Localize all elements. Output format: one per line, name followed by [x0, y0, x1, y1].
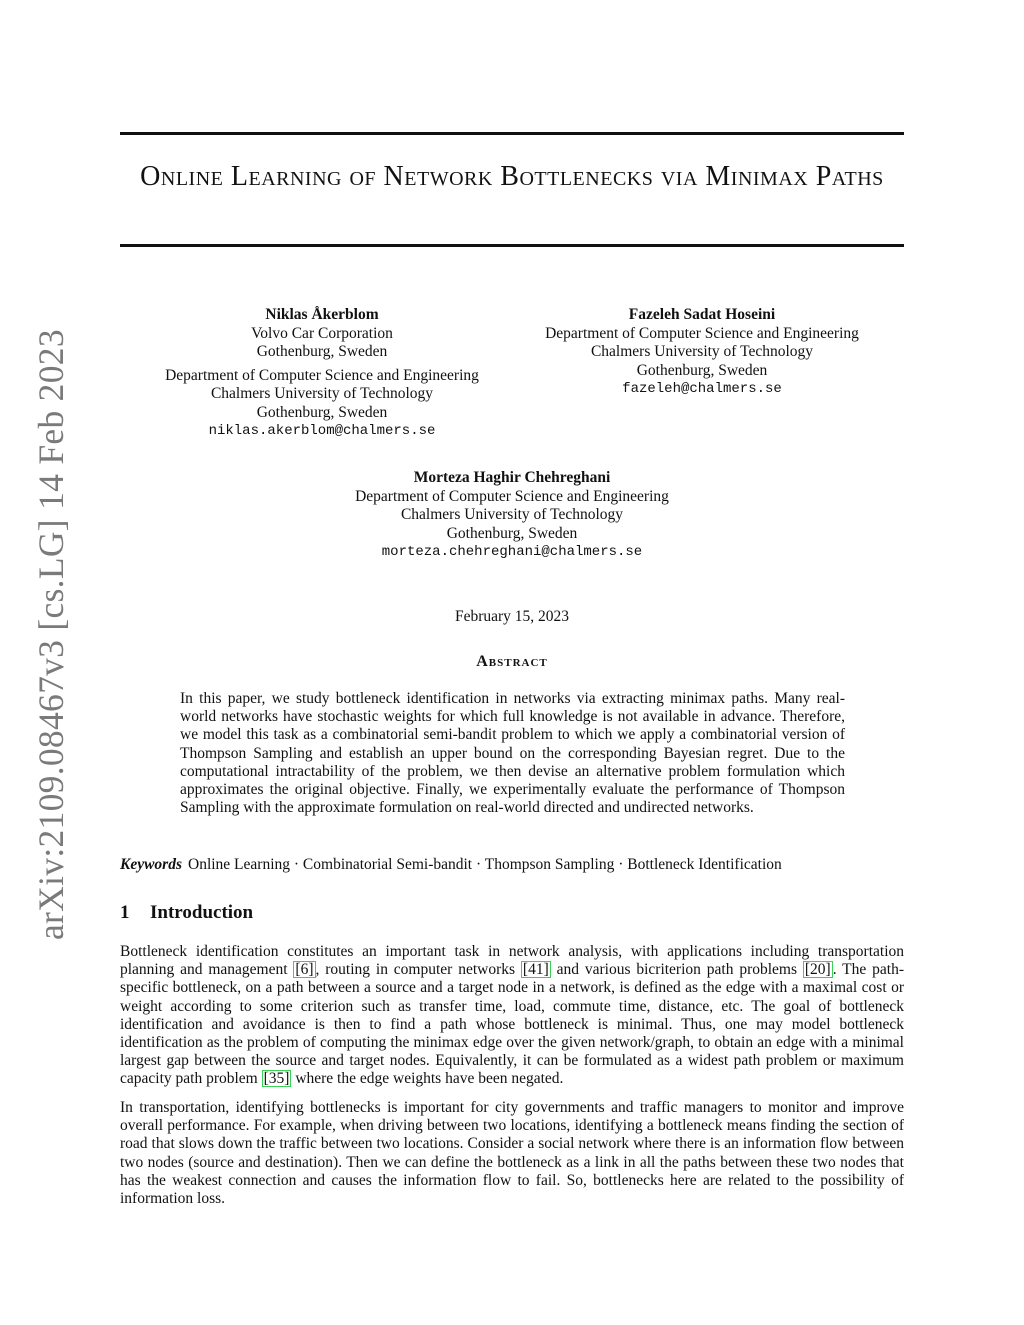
author-email[interactable]: fazeleh@chalmers.se [622, 381, 782, 397]
author-name: Fazeleh Sadat Hoseini [628, 306, 776, 323]
publication-date: February 15, 2023 [454, 608, 570, 625]
section-number: 1 [120, 902, 130, 923]
abstract-heading: Abstract [476, 653, 548, 670]
title-rule-bottom [120, 244, 904, 247]
author-name: Morteza Haghir Chehreghani [413, 469, 611, 486]
text-run: where the edge weights have been negated. [291, 1070, 564, 1088]
affiliation-line: Chalmers University of Technology [400, 506, 624, 523]
text-run: . The path-specific bottleneck, on a path between a source and a target node in a network, is defined as the edge with a maximal cost or weight according to some criterion such as transfer time, load, commute time, distance, etc. The goal of bottleneck identification and avoidance is then to find a path whose bottleneck is minimal. Thus, one may model bottleneck identification as the problem of computing the minimax edge over the given network/graph, to obtain an edge with a minimal largest gap between the source and target nodes. Equivalently, it can be formulated as a widest path problem or maximum capacity path problem [120, 961, 904, 1088]
affiliation-line: Department of Computer Science and Engineering [545, 324, 859, 342]
text-run: Bottleneck identification constitutes an important task in network analysis, with applications including transportation planning and management [120, 943, 904, 979]
intro-paragraph-1 [120, 943, 904, 1089]
affiliation-line: Chalmers University of Technology [210, 385, 434, 402]
citation-link[interactable]: [41] [522, 961, 549, 979]
arxiv-identifier: arXiv:2109.08467v3 [cs.LG] 14 Feb 2023 [31, 329, 71, 940]
author-block-2 [502, 306, 902, 399]
keywords-line [120, 856, 904, 874]
affiliation-line: Volvo Car Corporation [251, 324, 393, 342]
text-run: and various bicriterion path problems [550, 961, 803, 979]
intro-paragraph-2: In transportation, identifying bottlenecks is important for city governments and traffic managers to monitor and improve overall performance. For example, when driving between two locations, identifying a bottleneck means finding the section of road that slows down the traffic between two locations. Consider a social network where there is an information flow between two nodes (source and destination). Then we can define the bottleneck as a link in all the paths between these two nodes that has the weakest connection and causes the information flow to fail. So, bottlenecks here are related to the possibility of information loss. [120, 1099, 904, 1208]
keywords-text: Online Learning · Combinatorial Semi-bandit · Thompson Sampling · Bottleneck Identification [188, 856, 782, 873]
text-run: , routing in computer networks [315, 961, 521, 979]
abstract-text: In this paper, we study bottleneck identification in networks via extracting minimax paths. Many real-world networks have stochastic weights for which full knowledge is not available in advance. Therefore, we model this task as a combinatorial semi-bandit problem to which we apply a combinatorial version of Thompson Sampling and establish an upper bound on the corresponding Bayesian regret. Due to the computational intractability of the problem, we then devise an alternative problem formulation which approximates the original objective. Finally, we experimentally evaluate the performance of Thompson Sampling with the approximate formulation on real-world directed and undirected networks. [180, 690, 845, 817]
keywords-label: Keywords [120, 856, 182, 873]
author-name: Niklas Åkerblom [265, 306, 379, 323]
section-heading [120, 902, 253, 924]
citation-link[interactable]: [6] [295, 961, 314, 979]
affiliation-line: Department of Computer Science and Engineering [165, 366, 479, 384]
author-email[interactable]: morteza.chehreghani@chalmers.se [381, 544, 643, 560]
affiliation-line: Gothenburg, Sweden [446, 524, 578, 542]
affiliation-line: Gothenburg, Sweden [256, 403, 388, 421]
affiliation-line: Chalmers University of Technology [590, 343, 814, 360]
affiliation-line: Gothenburg, Sweden [636, 361, 768, 379]
citation-link[interactable]: [20] [804, 961, 831, 979]
paper-title: Online Learning of Network Bottlenecks via Minimax Paths [140, 161, 884, 192]
author-email[interactable]: niklas.akerblom@chalmers.se [208, 423, 436, 439]
author-block-3 [312, 469, 712, 562]
citation-link[interactable]: [35] [263, 1070, 290, 1088]
section-title: Introduction [150, 902, 254, 923]
affiliation-line: Gothenburg, Sweden [256, 343, 388, 360]
title-rule-top [120, 132, 904, 135]
affiliation-line: Department of Computer Science and Engineering [355, 487, 669, 505]
author-block-1 [122, 306, 522, 441]
